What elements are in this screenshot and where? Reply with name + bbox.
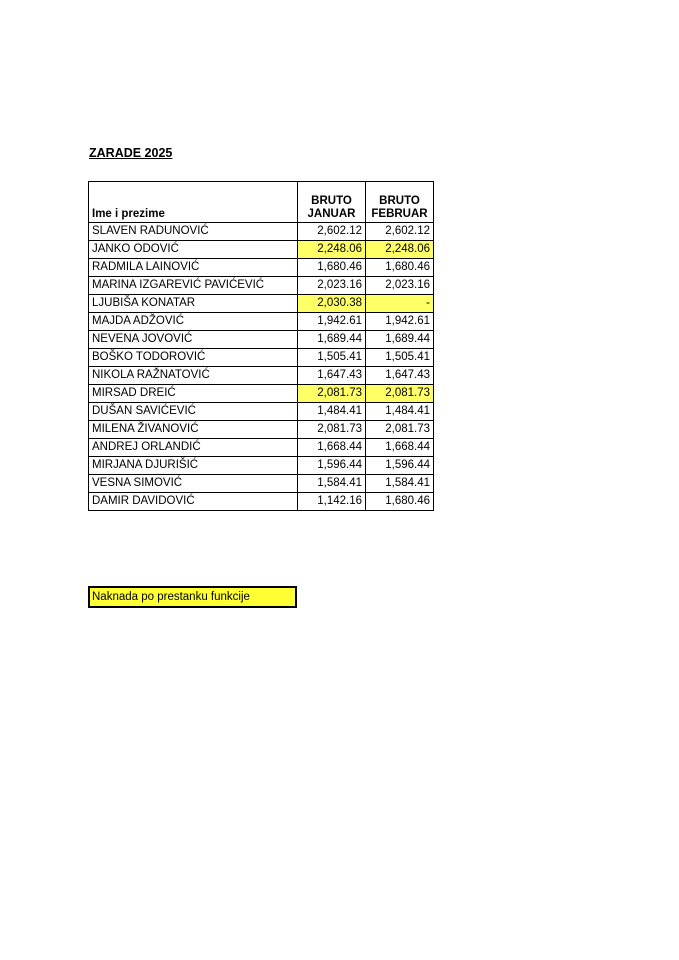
gross-january: 1,668.44 (298, 439, 366, 457)
employee-name: NIKOLA RAŽNATOVIĆ (89, 367, 298, 385)
employee-name: MIRJANA DJURIŠIĆ (89, 457, 298, 475)
table-row (89, 223, 434, 241)
gross-january: 2,081.73 (298, 421, 366, 439)
header-january-line2: JANUAR (307, 208, 356, 220)
table-row (89, 241, 434, 259)
table-row (89, 385, 434, 403)
employee-name: ANDREJ ORLANDIĆ (89, 439, 298, 457)
employee-name: MAJDA ADŽOVIĆ (89, 313, 298, 331)
gross-february: 1,680.46 (366, 493, 434, 511)
gross-february: 2,081.73 (366, 421, 434, 439)
table-row (89, 421, 434, 439)
salary-table (88, 181, 434, 511)
employee-name: MIRSAD DREIĆ (89, 385, 298, 403)
gross-january: 1,689.44 (298, 331, 366, 349)
employee-name: MARINA IZGAREVIĆ PAVIĆEVIĆ (89, 277, 298, 295)
table-row (89, 259, 434, 277)
gross-february: - (366, 295, 434, 313)
gross-february: 1,484.41 (366, 403, 434, 421)
table-row (89, 439, 434, 457)
header-january-line1: BRUTO (311, 195, 352, 207)
table-header-row (89, 182, 434, 223)
table-row (89, 493, 434, 511)
employee-name: VESNA SIMOVIĆ (89, 475, 298, 493)
table-row (89, 475, 434, 493)
table-row (89, 313, 434, 331)
gross-february: 1,942.61 (366, 313, 434, 331)
gross-february: 2,081.73 (366, 385, 434, 403)
page-title: ZARADE 2025 (89, 146, 173, 160)
table-body (89, 223, 434, 511)
header-january (298, 182, 366, 223)
gross-january: 2,602.12 (298, 223, 366, 241)
table-row (89, 295, 434, 313)
header-name: Ime i prezime (89, 182, 298, 223)
gross-february: 2,023.16 (366, 277, 434, 295)
table-row (89, 457, 434, 475)
table-row (89, 349, 434, 367)
note-box: Naknada po prestanku funkcije (88, 586, 297, 608)
gross-february: 2,248.06 (366, 241, 434, 259)
employee-name: DAMIR DAVIDOVIĆ (89, 493, 298, 511)
header-february-line2: FEBRUAR (371, 208, 428, 220)
employee-name: DUŠAN SAVIĆEVIĆ (89, 403, 298, 421)
employee-name: LJUBIŠA KONATAR (89, 295, 298, 313)
gross-january: 1,596.44 (298, 457, 366, 475)
table-row (89, 277, 434, 295)
gross-january: 1,584.41 (298, 475, 366, 493)
gross-january: 1,142.16 (298, 493, 366, 511)
gross-january: 1,647.43 (298, 367, 366, 385)
header-february-line1: BRUTO (379, 195, 420, 207)
gross-january: 1,680.46 (298, 259, 366, 277)
gross-february: 1,647.43 (366, 367, 434, 385)
table-row (89, 403, 434, 421)
table-row (89, 331, 434, 349)
gross-january: 2,023.16 (298, 277, 366, 295)
gross-february: 1,584.41 (366, 475, 434, 493)
gross-february: 1,680.46 (366, 259, 434, 277)
employee-name: BOŠKO TODOROVIĆ (89, 349, 298, 367)
employee-name: SLAVEN RADUNOVIĆ (89, 223, 298, 241)
gross-february: 2,602.12 (366, 223, 434, 241)
employee-name: RADMILA LAINOVIĆ (89, 259, 298, 277)
gross-january: 2,030.38 (298, 295, 366, 313)
gross-february: 1,668.44 (366, 439, 434, 457)
gross-january: 1,942.61 (298, 313, 366, 331)
employee-name: MILENA ŽIVANOVIĆ (89, 421, 298, 439)
employee-name: NEVENA JOVOVIĆ (89, 331, 298, 349)
gross-january: 1,505.41 (298, 349, 366, 367)
employee-name: JANKO ODOVIĆ (89, 241, 298, 259)
gross-february: 1,689.44 (366, 331, 434, 349)
gross-january: 2,081.73 (298, 385, 366, 403)
gross-february: 1,596.44 (366, 457, 434, 475)
header-february (366, 182, 434, 223)
gross-january: 2,248.06 (298, 241, 366, 259)
gross-february: 1,505.41 (366, 349, 434, 367)
gross-january: 1,484.41 (298, 403, 366, 421)
table-row (89, 367, 434, 385)
